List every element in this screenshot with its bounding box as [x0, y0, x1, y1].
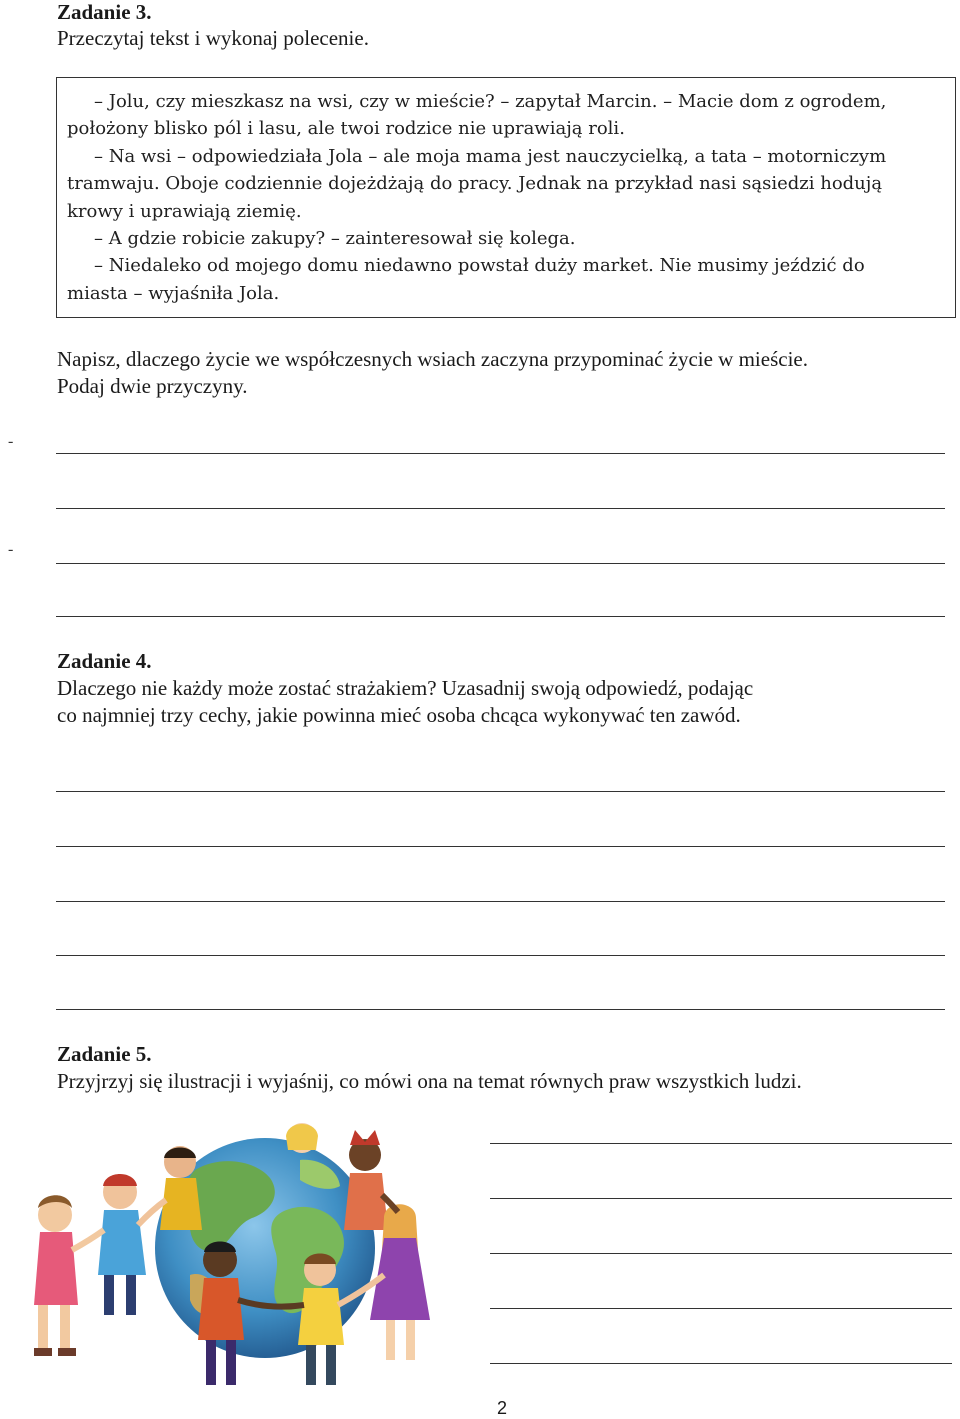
- story-line: krowy i uprawiają ziemię.: [67, 201, 302, 222]
- answer-line[interactable]: [56, 453, 945, 454]
- task4-question: co najmniej trzy cechy, jakie powinna mieć osoba chcąca wykonywać ten zawód.: [57, 703, 741, 727]
- answer-line[interactable]: [56, 508, 945, 509]
- task3-question: Napisz, dlaczego życie we współczesnych wsiach zaczyna przypominać życie w mieście.: [57, 347, 808, 371]
- answer-line[interactable]: [56, 791, 945, 792]
- page-number: 2: [497, 1398, 508, 1418]
- story-line: położony blisko pól i lasu, ale twoi rodzice nie uprawiają roli.: [67, 118, 625, 139]
- answer-line[interactable]: [56, 901, 945, 902]
- answer-line[interactable]: [56, 846, 945, 847]
- answer-line[interactable]: [56, 616, 945, 617]
- task5-heading: Zadanie 5.: [57, 1042, 152, 1066]
- answer-line[interactable]: [490, 1198, 952, 1199]
- story-line: – Na wsi – odpowiedziała Jola – ale moja mama jest nauczycielką, a tata – motorniczym: [94, 146, 887, 167]
- story-line: – A gdzie robicie zakupy? – zainteresował się kolega.: [94, 228, 576, 249]
- children-around-globe-illustration: [20, 1100, 480, 1400]
- task3-question: Podaj dwie przyczyny.: [57, 374, 248, 398]
- story-line: – Niedaleko od mojego domu niedawno powstał duży market. Nie musimy jeździć do: [94, 255, 865, 276]
- answer-line[interactable]: [56, 563, 945, 564]
- story-line: miasta – wyjaśniła Jola.: [67, 283, 280, 304]
- story-line: – Jolu, czy mieszkasz na wsi, czy w mieście? – zapytał Marcin. – Macie dom z ogrodem,: [94, 91, 887, 112]
- task3-heading: Zadanie 3.: [57, 0, 152, 24]
- story-line: tramwaju. Oboje codziennie dojeżdżają do pracy. Jednak na przykład nasi sąsiedzi hodują: [67, 173, 883, 194]
- bullet-dash: -: [8, 541, 14, 558]
- task5-question: Przyjrzyj się ilustracji i wyjaśnij, co mówi ona na temat równych praw wszystkich ludzi.: [57, 1069, 802, 1093]
- task4-heading: Zadanie 4.: [57, 649, 152, 673]
- answer-line[interactable]: [56, 955, 945, 956]
- answer-line[interactable]: [490, 1253, 952, 1254]
- story-box: [56, 77, 956, 318]
- task3-instruction: Przeczytaj tekst i wykonaj polecenie.: [57, 26, 369, 50]
- answer-line[interactable]: [490, 1308, 952, 1309]
- bullet-dash: -: [8, 433, 14, 450]
- task4-question: Dlaczego nie każdy może zostać strażakiem? Uzasadnij swoją odpowiedź, podając: [57, 676, 754, 700]
- answer-line[interactable]: [56, 1009, 945, 1010]
- answer-line[interactable]: [490, 1363, 952, 1364]
- answer-line[interactable]: [490, 1143, 952, 1144]
